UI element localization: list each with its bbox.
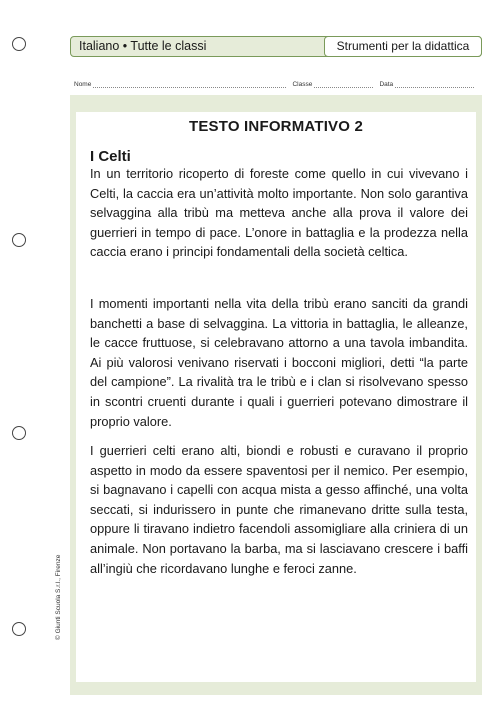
name-line — [93, 81, 286, 88]
binder-hole-4 — [12, 622, 26, 636]
header-bar — [70, 36, 482, 57]
copyright-notice: © Giunti Scuola S.r.l., Firenze — [55, 554, 62, 640]
binder-hole-3 — [12, 426, 26, 440]
header-subject: Italiano • Tutte le classi — [79, 39, 207, 53]
paragraph-2: I momenti importanti nella vita della tribù erano sanciti da grandi banchetti a base di selvaggina. La vittoria in battaglia, le alleanze, le cacce fruttuose, si celebravano attorno a una tavola imbandita. Ai più valorosi venivano riservati i bocconi migliori, detti “la parte del campione”. La rivalità tra le tribù e i clan si risolvevano spesso in scontri cruenti durante i quali i guerrieri potevano dimostrare il proprio valore. — [90, 296, 468, 429]
page-title: TESTO INFORMATIVO 2 — [188, 118, 364, 135]
header-section: Strumenti per la didattica — [324, 36, 482, 57]
class-label: Classe — [292, 81, 313, 88]
paragraph-3: I guerrieri celti erano alti, biondi e robusti e curavano il proprio aspetto in modo da essere spaventosi per il nemico. Per esempio, si bagnavano i capelli con acqua mista a gesso affinché, una volta seccati, si indurissero in punte che rimanevano dritte sulla testa, oppure li tiravano indietro facendoli assomigliare alla criniera di un animale. Non portavano la barba, ma si lasciavano crescere i baffi all’ingiù che ricordavano lunghe e feroci zanne. — [90, 443, 468, 576]
date-label: Data — [379, 81, 394, 88]
paragraph-1: In un territorio ricoperto di foreste come quello in cui vivevano i Celti, la caccia era un’attività molto importante. Non solo garantiva selvaggina alla tribù ma metteva anche alla prova il valore dei guerrieri in tempo di pace. L’onore in battaglia e la prodezza nella caccia erano i principi fondamentali della società celtica. — [90, 166, 468, 260]
name-label: Nome — [74, 81, 92, 88]
binder-hole-1 — [12, 37, 26, 51]
student-fields — [74, 81, 480, 88]
binder-hole-2 — [12, 233, 26, 247]
date-line — [395, 81, 474, 88]
class-line — [314, 81, 373, 88]
section-heading: I Celti — [90, 148, 131, 165]
